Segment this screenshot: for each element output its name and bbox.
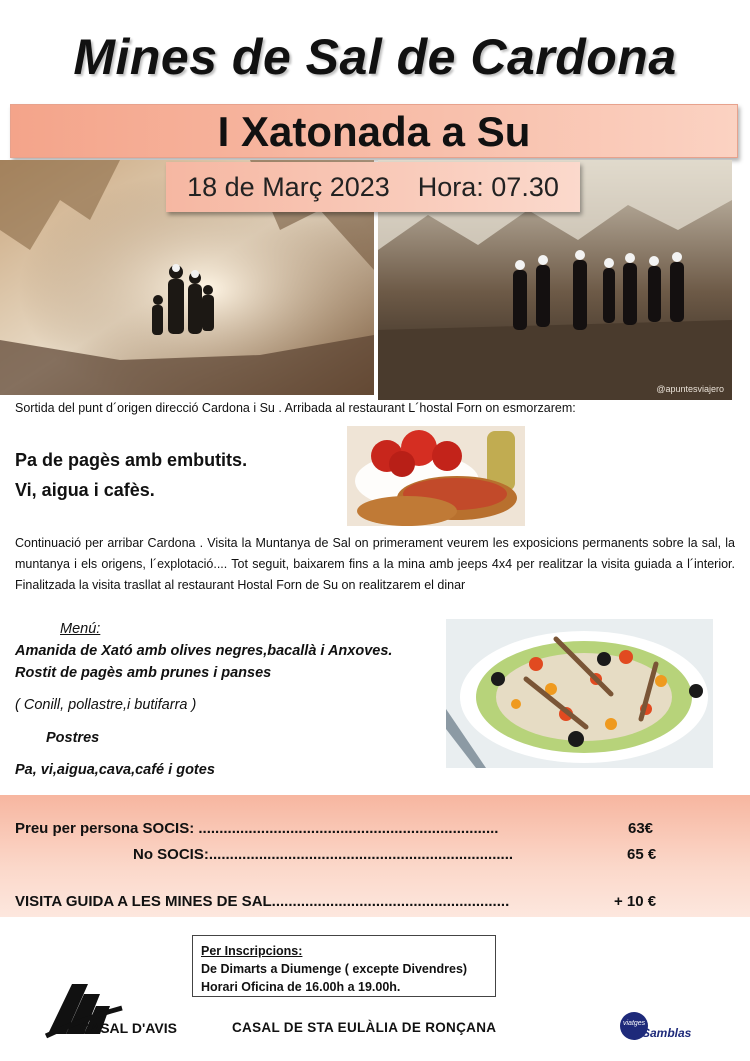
price-no-socis-value: 65 € — [627, 846, 657, 863]
price-socis-value: 63€ — [628, 820, 654, 837]
salad-photo — [446, 619, 713, 768]
main-title: Mines de Sal de Cardona — [73, 29, 677, 85]
intro-text: Sortida del punt d´origen direcció Cardona i Su . Arribada al restaurant L´hostal Forn on esmorzarem: — [15, 401, 576, 415]
breakfast-line-2: Vi, aigua i cafès. — [15, 480, 155, 500]
visita-label: VISITA GUIDA A LES MINES DE SAL......................................................... — [15, 893, 510, 910]
inscripcions-box — [192, 935, 496, 997]
menu-item-1: Amanida de Xató amb olives negres,bacallà i Anxoves. — [15, 643, 393, 659]
menu-item-5: Pa, vi,aigua,cava,café i gotes — [15, 762, 215, 778]
samblas-logo-name: Samblas — [642, 1026, 692, 1040]
casal-logo-text: CASAL D'AVIS — [80, 1020, 177, 1036]
menu-item-3: ( Conill, pollastre,i butifarra ) — [15, 697, 197, 713]
visita-value: + 10 € — [614, 893, 657, 910]
event-date: 18 de Març 2023 — [187, 172, 390, 202]
subtitle-banner: I Xatonada a Su — [10, 104, 738, 158]
event-time: Hora: 07.30 — [417, 172, 559, 202]
inscripcions-heading: Per Inscripcions: — [201, 944, 303, 958]
breakfast-photo — [347, 426, 525, 526]
org-name: CASAL DE STA EULÀLIA DE RONÇANA — [232, 1020, 497, 1035]
description-text: Continuació per arribar Cardona . Visita la Muntanya de Sal on primerament veurem les exposicions permanents sobre la sal, la muntanya i els origens, l´explotació.... Tot seguit, baixarem fins a la mina amb jeeps 4x4 per realitzar la visita guiada a l´interior. Finalitzada la visita trasllat al restaurant Hostal Forn de Su on realitzarem el dinar — [15, 536, 735, 592]
inscripcions-hours: Horari Oficina de 16.00h a 19.00h. — [201, 980, 401, 994]
menu-item-2: Rostit de pagès amb prunes i panses — [15, 665, 272, 681]
inscripcions-days: De Dimarts a Diumenge ( excepte Divendres) — [201, 962, 468, 976]
photo-watermark: @apuntesviajero — [656, 384, 724, 394]
price-socis-label: Preu per persona SOCIS: ........................................................................ — [15, 820, 499, 837]
price-no-socis-label: No SOCIS:......................................................................... — [133, 846, 514, 863]
samblas-logo-small: viatges — [623, 1020, 646, 1027]
date-banner — [166, 162, 580, 212]
menu-heading: Menú: — [60, 621, 101, 637]
menu-item-4: Postres — [46, 730, 100, 746]
breakfast-line-1: Pa de pagès amb embutits. — [15, 450, 248, 470]
